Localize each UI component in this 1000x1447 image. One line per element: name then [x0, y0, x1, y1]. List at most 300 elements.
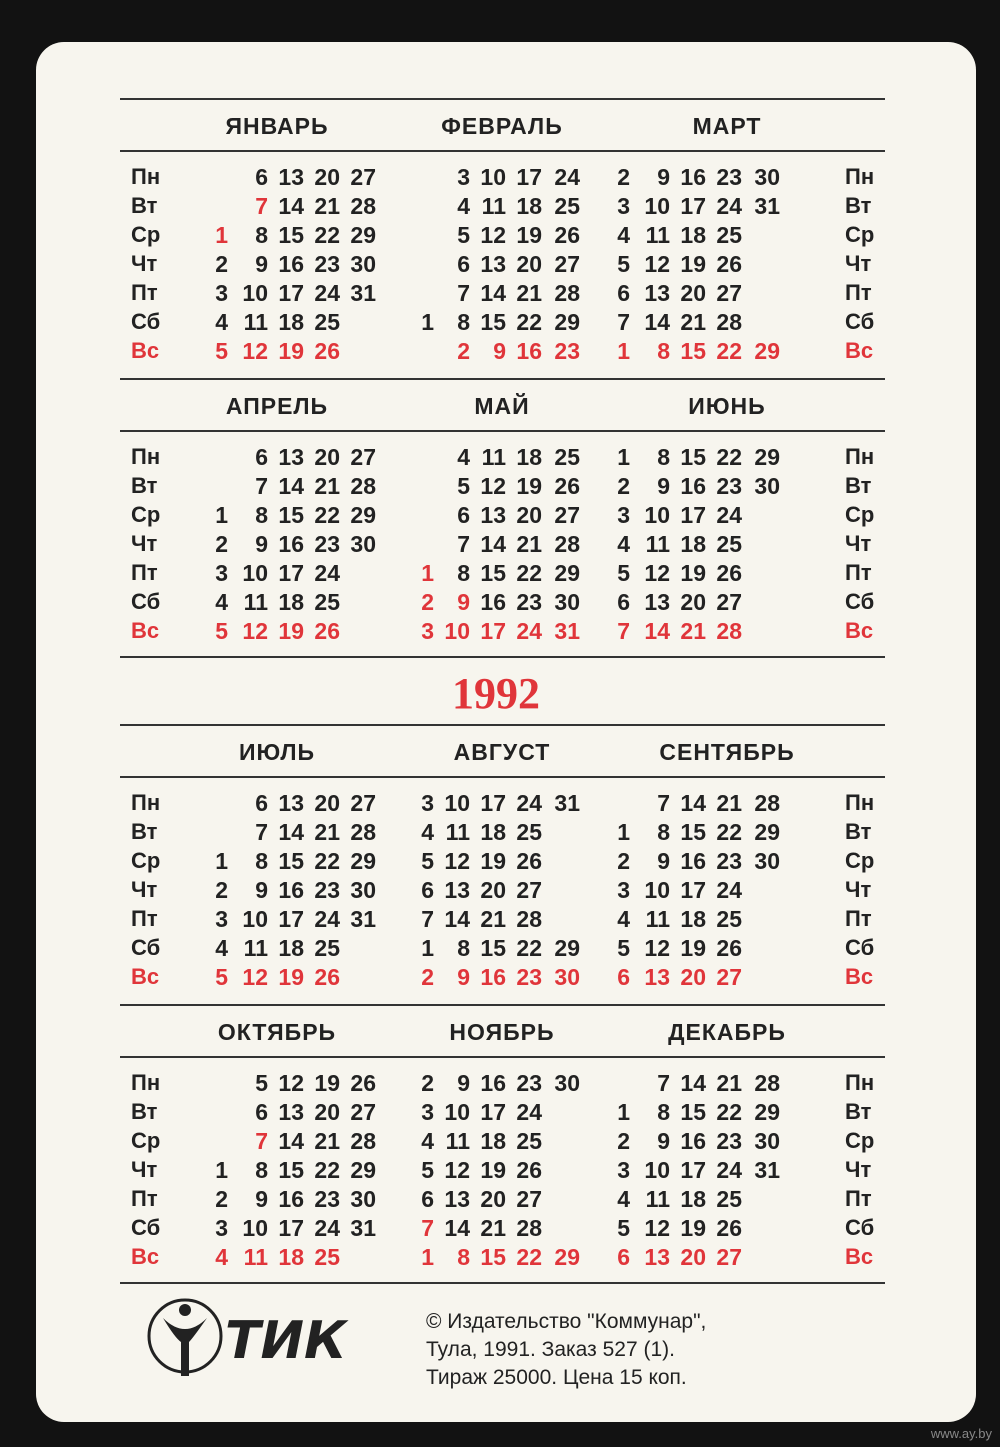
weekday-label: Чт: [131, 877, 158, 902]
day-cell: 3: [215, 560, 228, 586]
day-cell: 7: [657, 790, 670, 816]
day-cell: 6: [255, 444, 268, 470]
day-cell: 6: [421, 1186, 434, 1212]
day-cell: 11: [243, 1244, 268, 1270]
day-cell: 28: [554, 531, 580, 557]
weekday-label: Вт: [845, 193, 872, 218]
day-cell: 19: [278, 964, 304, 990]
day-cell: 17: [278, 280, 304, 306]
day-cell: 11: [645, 1186, 670, 1212]
day-cell: 6: [617, 280, 630, 306]
day-cell: 18: [278, 935, 304, 961]
day-cell: 1: [617, 1099, 630, 1125]
weekday-label: Ср: [845, 848, 875, 873]
day-cell: 24: [314, 1215, 340, 1241]
day-cell: 28: [516, 1215, 542, 1241]
day-cell: 7: [255, 193, 268, 219]
day-cell: 22: [516, 935, 542, 961]
day-cell: 14: [278, 1128, 304, 1154]
day-cell: 15: [680, 338, 706, 364]
day-cell: 16: [680, 1128, 706, 1154]
day-cell: 6: [457, 251, 470, 277]
day-cell: 16: [680, 164, 706, 190]
day-cell: 14: [480, 280, 506, 306]
weekday-label: Чт: [845, 1157, 872, 1182]
day-cell: 4: [617, 222, 630, 248]
day-cell: 5: [421, 1157, 434, 1183]
day-cell: 17: [516, 164, 542, 190]
day-cell: 5: [215, 338, 228, 364]
day-cell: 1: [421, 560, 434, 586]
day-cell: 31: [554, 790, 580, 816]
day-cell: 2: [421, 1070, 434, 1096]
month-name: МАЙ: [474, 393, 530, 419]
day-cell: 10: [480, 164, 506, 190]
day-cell: 27: [516, 1186, 542, 1212]
day-cell: 18: [680, 531, 706, 557]
day-cell: 11: [645, 222, 670, 248]
day-cell: 25: [516, 819, 542, 845]
day-cell: 28: [350, 473, 376, 499]
day-cell: 16: [278, 1186, 304, 1212]
day-cell: 19: [680, 935, 706, 961]
day-cell: 7: [617, 309, 630, 335]
day-cell: 13: [278, 790, 304, 816]
day-cell: 9: [657, 473, 670, 499]
day-cell: 22: [716, 819, 742, 845]
day-cell: 30: [554, 964, 580, 990]
day-cell: 27: [716, 589, 742, 615]
weekday-label: Сб: [131, 935, 161, 960]
day-cell: 8: [255, 222, 268, 248]
day-cell: 25: [716, 906, 742, 932]
day-cell: 5: [457, 473, 470, 499]
month-name: АПРЕЛЬ: [225, 393, 329, 419]
day-cell: 25: [516, 1128, 542, 1154]
day-cell: 20: [516, 502, 542, 528]
day-cell: 25: [716, 222, 742, 248]
day-cell: 6: [255, 1099, 268, 1125]
weekday-label: Ср: [131, 502, 161, 527]
day-cell: 28: [516, 906, 542, 932]
day-cell: 19: [516, 222, 542, 248]
day-cell: 24: [516, 618, 542, 644]
weekday-label: Вт: [131, 473, 158, 498]
day-cell: 9: [457, 1070, 470, 1096]
day-cell: 14: [278, 819, 304, 845]
day-cell: 29: [554, 1244, 580, 1270]
day-cell: 18: [480, 1128, 506, 1154]
day-cell: 28: [350, 819, 376, 845]
day-cell: 13: [444, 877, 470, 903]
day-cell: 16: [680, 473, 706, 499]
day-cell: 24: [516, 790, 542, 816]
day-cell: 21: [480, 1215, 506, 1241]
day-cell: 28: [754, 790, 780, 816]
day-cell: 6: [617, 964, 630, 990]
day-cell: 12: [480, 473, 506, 499]
day-cell: 17: [278, 1215, 304, 1241]
day-cell: 22: [314, 1157, 340, 1183]
day-cell: 14: [480, 531, 506, 557]
day-cell: 19: [278, 338, 304, 364]
day-cell: 16: [278, 251, 304, 277]
day-cell: 27: [350, 164, 376, 190]
day-cell: 18: [278, 1244, 304, 1270]
day-cell: 19: [680, 251, 706, 277]
day-cell: 30: [754, 848, 780, 874]
day-cell: 21: [716, 790, 742, 816]
day-cell: 8: [457, 560, 470, 586]
day-cell: 22: [314, 848, 340, 874]
weekday-label: Вт: [845, 819, 872, 844]
day-cell: 10: [242, 1215, 268, 1241]
day-cell: 24: [716, 877, 742, 903]
day-cell: 1: [617, 338, 630, 364]
day-cell: 20: [680, 964, 706, 990]
day-cell: 24: [314, 906, 340, 932]
day-cell: 2: [215, 877, 228, 903]
day-cell: 11: [481, 444, 506, 470]
day-cell: 4: [457, 193, 470, 219]
day-cell: 6: [421, 877, 434, 903]
day-cell: 29: [754, 819, 780, 845]
day-cell: 6: [617, 1244, 630, 1270]
weekday-label: Чт: [845, 251, 872, 276]
day-cell: 31: [554, 618, 580, 644]
day-cell: 17: [278, 906, 304, 932]
day-cell: 2: [457, 338, 470, 364]
day-cell: 4: [617, 531, 630, 557]
day-cell: 6: [457, 502, 470, 528]
day-cell: 3: [617, 502, 630, 528]
day-cell: 23: [716, 848, 742, 874]
publisher-info: [426, 1308, 706, 1392]
section-rule: [120, 98, 885, 100]
day-cell: 30: [754, 164, 780, 190]
day-cell: 3: [215, 280, 228, 306]
weekday-label: Чт: [131, 251, 158, 276]
day-cell: 3: [215, 1215, 228, 1241]
day-cell: 21: [516, 531, 542, 557]
day-cell: 11: [645, 531, 670, 557]
day-cell: 11: [445, 1128, 470, 1154]
day-cell: 12: [444, 848, 470, 874]
weekday-label: Пн: [845, 444, 875, 469]
day-cell: 20: [314, 164, 340, 190]
day-cell: 11: [645, 906, 670, 932]
day-cell: 30: [350, 1186, 376, 1212]
section-rule: [120, 776, 885, 778]
day-cell: 16: [480, 1070, 506, 1096]
day-cell: 11: [243, 589, 268, 615]
day-cell: 20: [314, 1099, 340, 1125]
day-cell: 24: [716, 502, 742, 528]
day-cell: 1: [215, 502, 228, 528]
month-name: ИЮНЬ: [688, 393, 766, 419]
day-cell: 22: [716, 444, 742, 470]
day-cell: 5: [215, 964, 228, 990]
day-cell: 10: [444, 618, 470, 644]
day-cell: 21: [314, 473, 340, 499]
day-cell: 7: [617, 618, 630, 644]
day-cell: 22: [716, 1099, 742, 1125]
day-cell: 10: [242, 280, 268, 306]
weekday-label: Пт: [131, 560, 158, 585]
day-cell: 10: [444, 790, 470, 816]
day-cell: 12: [444, 1157, 470, 1183]
day-cell: 2: [617, 164, 630, 190]
day-cell: 14: [680, 1070, 706, 1096]
day-cell: 17: [480, 1099, 506, 1125]
day-cell: 13: [278, 164, 304, 190]
day-cell: 19: [278, 618, 304, 644]
day-cell: 15: [680, 1099, 706, 1125]
day-cell: 13: [644, 964, 670, 990]
day-cell: 10: [644, 1157, 670, 1183]
day-cell: 28: [350, 193, 376, 219]
weekday-label: Пт: [845, 906, 872, 931]
day-cell: 25: [314, 935, 340, 961]
day-cell: 15: [480, 935, 506, 961]
day-cell: 24: [516, 1099, 542, 1125]
weekday-label: Пн: [131, 790, 161, 815]
section-rule: [120, 150, 885, 152]
day-cell: 26: [516, 1157, 542, 1183]
day-cell: 17: [680, 502, 706, 528]
day-cell: 12: [644, 1215, 670, 1241]
day-cell: 29: [350, 222, 376, 248]
weekday-label: Вт: [845, 473, 872, 498]
day-cell: 3: [457, 164, 470, 190]
day-cell: 15: [680, 444, 706, 470]
day-cell: 4: [215, 1244, 228, 1270]
day-cell: 7: [457, 280, 470, 306]
day-cell: 29: [350, 502, 376, 528]
day-cell: 12: [644, 251, 670, 277]
day-cell: 4: [617, 906, 630, 932]
day-cell: 19: [480, 1157, 506, 1183]
day-cell: 3: [617, 1157, 630, 1183]
day-cell: 3: [421, 1099, 434, 1125]
day-cell: 5: [255, 1070, 268, 1096]
month-name: НОЯБРЬ: [449, 1019, 555, 1045]
day-cell: 29: [350, 848, 376, 874]
day-cell: 31: [350, 906, 376, 932]
day-cell: 24: [554, 164, 580, 190]
weekday-label: Чт: [845, 877, 872, 902]
weekday-label: Вс: [845, 964, 874, 989]
day-cell: 14: [444, 1215, 470, 1241]
day-cell: 23: [716, 164, 742, 190]
day-cell: 9: [255, 877, 268, 903]
day-cell: 20: [680, 280, 706, 306]
day-cell: 8: [657, 819, 670, 845]
day-cell: 15: [278, 502, 304, 528]
day-cell: 21: [680, 618, 706, 644]
day-cell: 15: [278, 1157, 304, 1183]
day-cell: 25: [716, 1186, 742, 1212]
day-cell: 8: [457, 935, 470, 961]
day-cell: 24: [716, 1157, 742, 1183]
day-cell: 13: [480, 251, 506, 277]
day-cell: 5: [457, 222, 470, 248]
day-cell: 14: [278, 473, 304, 499]
weekday-label: Пн: [845, 164, 875, 189]
weekday-label: Пт: [131, 1186, 158, 1211]
day-cell: 15: [480, 309, 506, 335]
weekday-label: Сб: [845, 935, 875, 960]
day-cell: 31: [350, 280, 376, 306]
day-cell: 7: [657, 1070, 670, 1096]
day-cell: 30: [754, 473, 780, 499]
month-name: ДЕКАБРЬ: [668, 1019, 786, 1045]
day-cell: 1: [215, 1157, 228, 1183]
weekday-label: Ср: [131, 1128, 161, 1153]
day-cell: 2: [617, 1128, 630, 1154]
weekday-label: Пт: [131, 906, 158, 931]
day-cell: 28: [554, 280, 580, 306]
day-cell: 6: [617, 589, 630, 615]
day-cell: 4: [421, 819, 434, 845]
day-cell: 21: [680, 309, 706, 335]
day-cell: 28: [754, 1070, 780, 1096]
day-cell: 18: [480, 819, 506, 845]
weekday-label: Сб: [131, 309, 161, 334]
day-cell: 6: [255, 790, 268, 816]
day-cell: 8: [657, 1099, 670, 1125]
weekday-label: Сб: [131, 1215, 161, 1240]
day-cell: 9: [255, 251, 268, 277]
day-cell: 16: [278, 531, 304, 557]
section-rule: [120, 378, 885, 380]
day-cell: 3: [617, 193, 630, 219]
day-cell: 11: [481, 193, 506, 219]
day-cell: 17: [480, 790, 506, 816]
weekday-label: Вт: [131, 1099, 158, 1124]
day-cell: 9: [457, 589, 470, 615]
day-cell: 29: [754, 444, 780, 470]
day-cell: 8: [255, 1157, 268, 1183]
day-cell: 30: [350, 531, 376, 557]
weekday-label: Вс: [131, 618, 160, 643]
day-cell: 12: [242, 964, 268, 990]
weekday-label: Пн: [845, 790, 875, 815]
day-cell: 19: [516, 473, 542, 499]
day-cell: 30: [350, 251, 376, 277]
day-cell: 5: [215, 618, 228, 644]
day-cell: 27: [350, 790, 376, 816]
day-cell: 2: [215, 1186, 228, 1212]
day-cell: 4: [457, 444, 470, 470]
publisher-line-2: Тула, 1991. Заказ 527 (1).: [426, 1338, 675, 1361]
weekday-label: Ср: [845, 502, 875, 527]
day-cell: 13: [278, 1099, 304, 1125]
day-cell: 18: [278, 589, 304, 615]
day-cell: 26: [314, 964, 340, 990]
day-cell: 21: [314, 193, 340, 219]
day-cell: 14: [278, 193, 304, 219]
day-cell: 16: [480, 589, 506, 615]
day-cell: 18: [680, 906, 706, 932]
weekday-label: Пн: [131, 444, 161, 469]
day-cell: 21: [480, 906, 506, 932]
day-cell: 28: [716, 618, 742, 644]
day-cell: 16: [680, 848, 706, 874]
weekday-label: Ср: [131, 222, 161, 247]
day-cell: 9: [657, 848, 670, 874]
weekday-label: Ср: [131, 848, 161, 873]
day-cell: 13: [480, 502, 506, 528]
day-cell: 15: [480, 1244, 506, 1270]
day-cell: 5: [617, 1215, 630, 1241]
day-cell: 27: [554, 251, 580, 277]
day-cell: 9: [493, 338, 506, 364]
day-cell: 24: [716, 193, 742, 219]
tik-logo: [145, 1292, 375, 1382]
day-cell: 25: [554, 444, 580, 470]
weekday-label: Пн: [131, 1070, 161, 1095]
day-cell: 7: [255, 473, 268, 499]
day-cell: 26: [516, 848, 542, 874]
day-cell: 6: [255, 164, 268, 190]
day-cell: 11: [243, 935, 268, 961]
day-cell: 30: [554, 1070, 580, 1096]
publisher-line-3: Тираж 25000. Цена 15 коп.: [426, 1366, 687, 1389]
day-cell: 31: [350, 1215, 376, 1241]
day-cell: 16: [516, 338, 542, 364]
weekday-label: Вт: [845, 1099, 872, 1124]
day-cell: 8: [457, 1244, 470, 1270]
day-cell: 9: [457, 964, 470, 990]
watermark: www.ay.by: [930, 1426, 992, 1441]
day-cell: 20: [480, 1186, 506, 1212]
day-cell: 7: [421, 906, 434, 932]
weekday-label: Вс: [131, 338, 160, 363]
day-cell: 29: [754, 1099, 780, 1125]
day-cell: 4: [215, 309, 228, 335]
day-cell: 8: [255, 502, 268, 528]
day-cell: 3: [215, 906, 228, 932]
day-cell: 12: [480, 222, 506, 248]
day-cell: 14: [444, 906, 470, 932]
day-cell: 31: [754, 193, 780, 219]
day-cell: 10: [644, 877, 670, 903]
day-cell: 14: [644, 309, 670, 335]
day-cell: 7: [255, 1128, 268, 1154]
day-cell: 26: [716, 251, 742, 277]
day-cell: 3: [617, 877, 630, 903]
section-rule: [120, 724, 885, 726]
day-cell: 23: [314, 251, 340, 277]
day-cell: 13: [644, 1244, 670, 1270]
day-cell: 20: [680, 589, 706, 615]
day-cell: 30: [754, 1128, 780, 1154]
section-rule: [120, 1004, 885, 1006]
day-cell: 15: [278, 848, 304, 874]
weekday-label: Пт: [845, 560, 872, 585]
month-name: ЯНВАРЬ: [225, 113, 329, 139]
day-cell: 8: [657, 444, 670, 470]
day-cell: 17: [278, 560, 304, 586]
day-cell: 14: [680, 790, 706, 816]
day-cell: 17: [680, 193, 706, 219]
day-cell: 9: [255, 1186, 268, 1212]
section-rule: [120, 1282, 885, 1284]
day-cell: 19: [480, 848, 506, 874]
day-cell: 17: [480, 618, 506, 644]
day-cell: 12: [644, 935, 670, 961]
